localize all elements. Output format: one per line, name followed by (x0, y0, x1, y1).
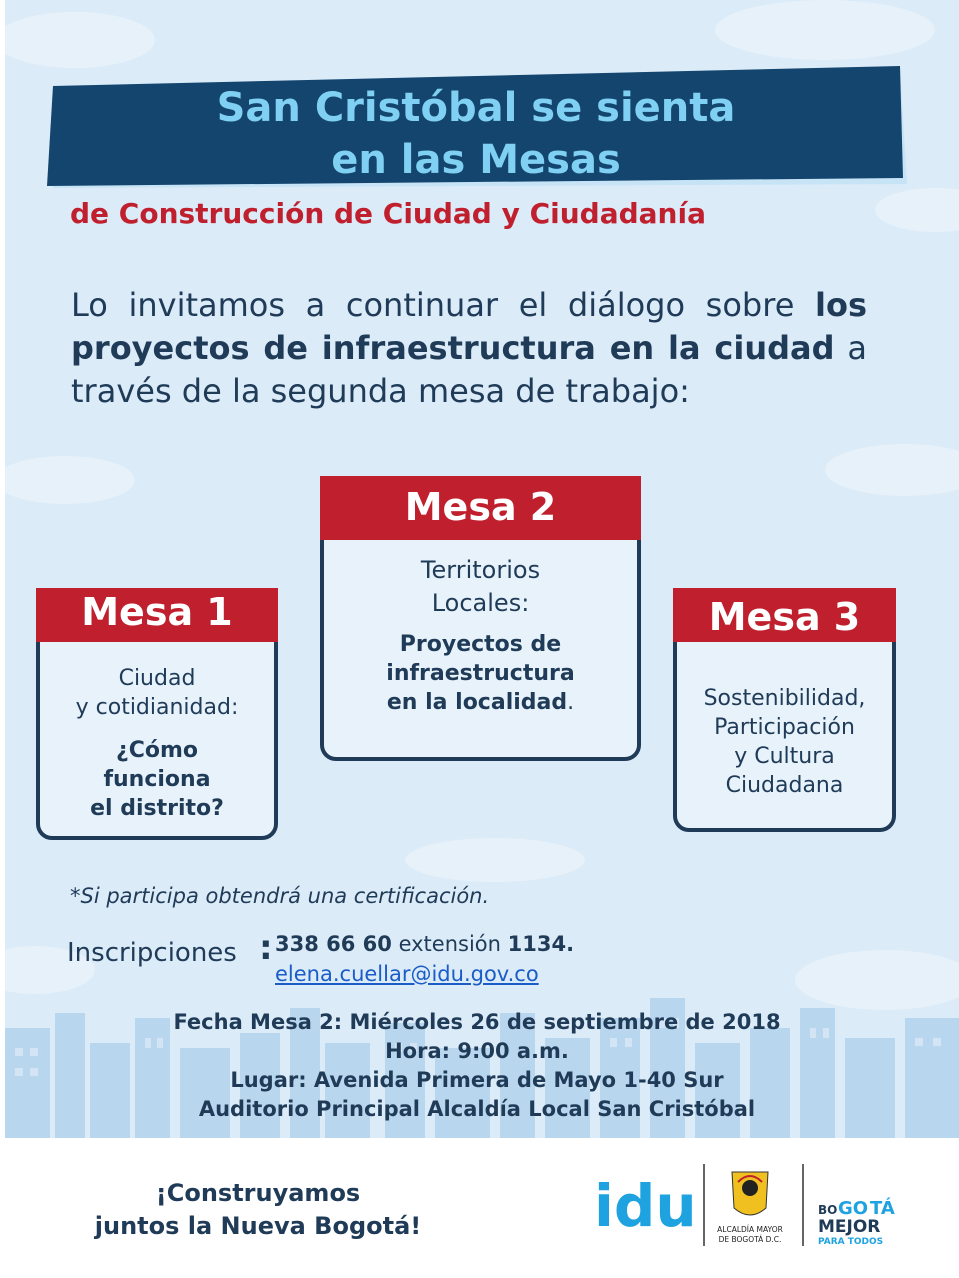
idu-logo-text: idu (594, 1172, 697, 1240)
mesa-2-line-1: Territorios (420, 556, 541, 584)
mesa-2-bold-3-row (324, 688, 637, 717)
email-link[interactable]: elena.cuellar@idu.gov.co (275, 962, 539, 986)
title-line-2: en las Mesas (331, 137, 621, 183)
footer-slogan (68, 1177, 448, 1243)
mesa-1-title: Mesa 1 (36, 588, 278, 642)
phone-number: 338 66 60 (275, 932, 392, 956)
mesa-3-card (673, 588, 896, 832)
subtitle: de Construcción de Ciudad y Ciudadanía (70, 197, 706, 230)
mesa-3-body (677, 684, 892, 800)
mesa-3-line-2: Participación (714, 715, 855, 740)
page-title (50, 82, 902, 186)
mesa-2-card (320, 476, 641, 761)
mesa-2-body (324, 554, 637, 717)
mesa-3-line-1: Sostenibilidad, (703, 686, 866, 711)
mesa-2-bold-3: en la localidad (386, 690, 568, 715)
certification-note: *Si participa obtendrá una certificación. (70, 884, 490, 908)
mesa-1-line-2: y cotidianidad: (75, 695, 239, 720)
invitation-part-1: Lo invitamos a continuar el diálogo sobre (71, 286, 815, 324)
mesa-3-line-3: y Cultura (734, 744, 835, 769)
event-time: Hora: 9:00 a.m. (385, 1039, 569, 1063)
inscripciones-label: Inscripciones (67, 938, 237, 968)
mesa-1-bold-1: ¿Cómo (115, 738, 199, 763)
extension-number: 1134. (507, 932, 575, 956)
mesa-1-bold-3: el distrito? (90, 796, 224, 821)
event-date: Fecha Mesa 2: Miércoles 26 de septiembre de 2018 (173, 1010, 781, 1034)
event-auditorium: Auditorio Principal Alcaldía Local San Cristóbal (198, 1097, 756, 1121)
mesa-1-card (36, 588, 278, 840)
bogota-mejor: MEJOR (818, 1217, 881, 1237)
alcaldia-line-2: DE BOGOTÁ D.C. (718, 1235, 782, 1244)
bogota-bo: BO (818, 1203, 838, 1217)
title-line-1: San Cristóbal se sienta (216, 85, 736, 131)
footer-logos (590, 1160, 920, 1250)
extension-label: extensión (391, 932, 508, 956)
mesa-2-bold-2: infraestructura (386, 661, 575, 686)
invitation-part-2: a través de la segunda mesa de trabajo: (71, 329, 867, 410)
invitation-text (71, 284, 867, 413)
mesa-1-body (40, 664, 274, 823)
mesa-2-bold-1: Proyectos de (399, 632, 562, 657)
alcaldia-logo (717, 1172, 783, 1244)
invitation-bold: los proyectos de infraestructura en la ciudad (71, 286, 867, 367)
mesa-1-bold-2: funciona (103, 767, 211, 792)
footer-line-1: ¡Construyamos (155, 1179, 361, 1207)
bogota-go: GO (838, 1198, 869, 1219)
bogota-ta: TÁ (870, 1198, 895, 1219)
mesa-1-line-1: Ciudad (118, 666, 196, 691)
bogota-para-todos: PARA TODOS (818, 1237, 884, 1247)
mesa-3-title: Mesa 3 (673, 588, 896, 642)
event-place: Lugar: Avenida Primera de Mayo 1-40 Sur (230, 1068, 724, 1092)
idu-logo (594, 1172, 697, 1240)
footer-line-2: juntos la Nueva Bogotá! (94, 1212, 422, 1240)
mesa-2-tail: . (567, 690, 575, 715)
phone-line (275, 932, 574, 956)
alcaldia-line-1: ALCALDÍA MAYOR (717, 1225, 783, 1234)
mesa-2-line-2: Locales: (431, 589, 530, 617)
mesa-2-title: Mesa 2 (320, 476, 641, 540)
mesa-3-line-4: Ciudadana (725, 773, 844, 798)
bogota-mejor-logo (818, 1197, 895, 1247)
inscripciones-colon: : (259, 928, 273, 968)
event-details (0, 1008, 954, 1124)
